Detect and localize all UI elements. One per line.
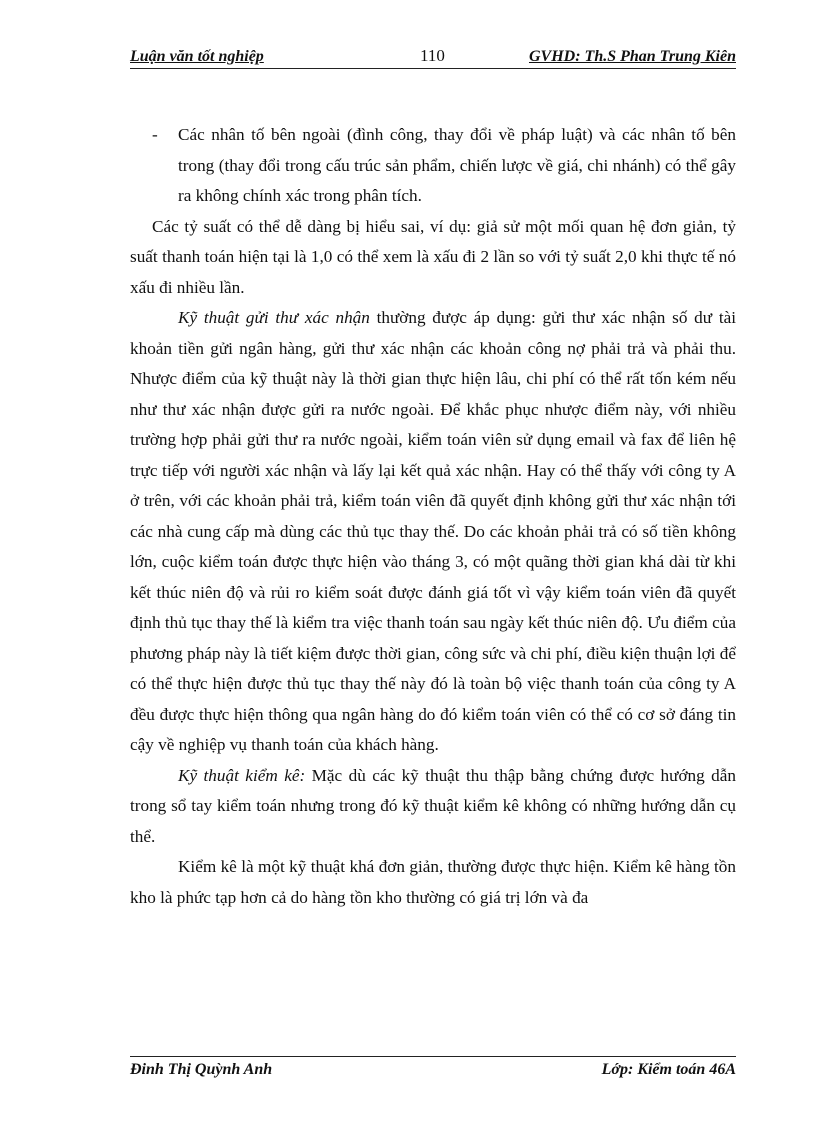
bullet-item <box>130 120 736 212</box>
confirmation-text: thường được áp dụng: gửi thư xác nhận số dư tài khoản tiền gửi ngân hàng, gửi thư xác nhận các khoản công nợ phải trả và phải thu. Nhược điểm của kỹ thuật này là thời gian thực hiện lâu, chi phí có thể rất tốn kém nếu như thư xác nhận được gửi ra nước ngoài. Để khắc phục nhược điểm này, với nhiều trường hợp phải gửi thư ra nước ngoài, kiểm toán viên sử dụng email và fax để liên hệ trực tiếp với người xác nhận và lấy lại kết quả xác nhận. Hay có thể thấy với công ty A ở trên, với các khoản phải trả, kiểm toán viên đã quyết định không gửi thư xác nhận tới các nhà cung cấp mà dùng các thủ tục thay thế. Do các khoản phải trả có số tiền không lớn, cuộc kiểm toán được thực hiện vào tháng 3, có một quãng thời gian khá dài từ khi kết thúc niên độ và rủi ro kiểm soát được đánh giá tốt vì vậy kiểm toán viên đã quyết định thủ tục thay thế là kiểm tra việc thanh toán sau ngày kết thúc niên độ. Ưu điểm của phương pháp này là tiết kiệm được thời gian, công sức và chi phí, điều kiện thuận lợi để có thể thực hiện được thủ tục thay thế này đó là toàn bộ việc thanh toán của công ty A đều được thực hiện thông qua ngân hàng do đó kiểm toán viên có thể có cơ sở đáng tin cậy về nghiệp vụ thanh toán của khách hàng. <box>130 308 736 754</box>
header-advisor: GVHD: Th.S Phan Trung Kiên <box>528 48 736 65</box>
page-footer <box>130 1056 736 1083</box>
paragraph-inventory-count: Kiểm kê là một kỹ thuật khá đơn giản, thường được thực hiện. Kiểm kê hàng tồn kho là phức tạp hơn cả do hàng tồn kho thường có giá trị lớn và đa <box>130 857 736 907</box>
page-number: 110 <box>420 46 445 65</box>
footer-author: Đinh Thị Quỳnh Anh <box>130 1061 273 1078</box>
page-header <box>130 44 736 69</box>
inventory-term: Kỹ thuật kiểm kê: <box>178 765 306 785</box>
inventory-text: Mặc dù các kỹ thuật thu thập bằng chứng được hướng dẫn trong sổ tay kiểm toán nhưng trong đó kỹ thuật kiểm kê không có những hướng dẫn cụ thể. <box>130 765 736 846</box>
bullet-text: Các nhân tố bên ngoài (đình công, thay đổi về pháp luật) và các nhân tố bên trong (thay đổi trong cấu trúc sản phẩm, chiến lược về giá, chi nhánh) có thể gây ra không chính xác trong phân tích. <box>178 125 736 205</box>
bullet-dash: - <box>152 125 158 144</box>
header-thesis-title: Luận văn tốt nghiệp <box>130 48 264 65</box>
footer-class: Lớp: Kiểm toán 46A <box>601 1061 736 1078</box>
document-body <box>130 120 736 913</box>
paragraph-confirmation <box>130 303 736 761</box>
confirmation-term: Kỹ thuật gửi thư xác nhận <box>178 308 370 327</box>
paragraph-ratios: Các tỷ suất có thể dễ dàng bị hiểu sai, ví dụ: giả sử một mối quan hệ đơn giản, tỷ suất thanh toán hiện tại là 1,0 có thể xem là xấu đi 2 lần so với tỷ suất 2,0 khi thực tế nó xấu đi nhiều lần. <box>130 216 736 297</box>
paragraph-inventory-technique <box>130 761 736 853</box>
